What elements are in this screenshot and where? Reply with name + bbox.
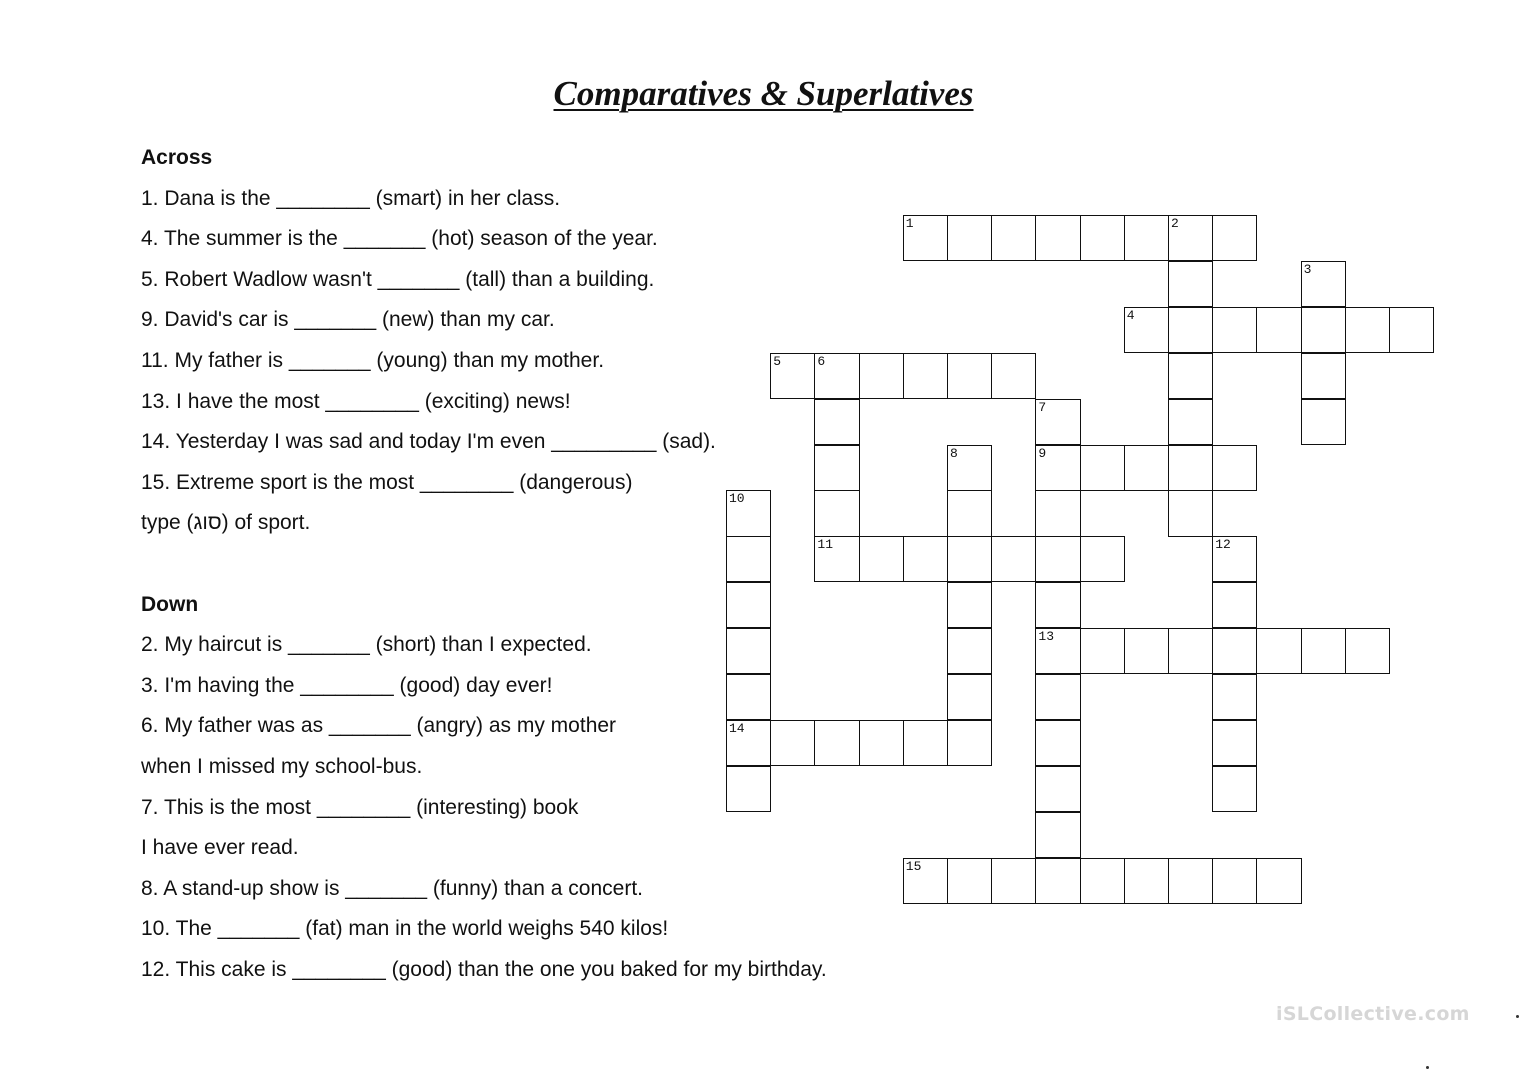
crossword-cell[interactable] xyxy=(814,720,859,766)
crossword-cell[interactable] xyxy=(903,536,948,582)
clue-number: 4 xyxy=(1126,307,1135,323)
crossword-cell[interactable] xyxy=(1080,858,1125,904)
clue-number: 8 xyxy=(950,445,958,461)
crossword-cell[interactable] xyxy=(1168,353,1213,399)
down-clue: 8. A stand-up show is _______ (funny) than a concert. xyxy=(141,876,643,900)
crossword-cell[interactable] xyxy=(1124,215,1169,261)
crossword-cell[interactable] xyxy=(1168,215,1213,261)
crossword-cell[interactable] xyxy=(726,720,771,766)
crossword-cell[interactable] xyxy=(947,674,992,720)
clues-panel xyxy=(141,138,827,990)
crossword-cell[interactable] xyxy=(1168,307,1213,353)
crossword-cell[interactable] xyxy=(1035,399,1080,445)
crossword-cell[interactable] xyxy=(1035,445,1080,491)
down-clue: 3. I'm having the ________ (good) day ever! xyxy=(141,673,553,697)
crossword-cell[interactable] xyxy=(859,353,904,399)
crossword-cell[interactable] xyxy=(726,490,771,536)
crossword-cell[interactable] xyxy=(947,858,992,904)
down-clue: I have ever read. xyxy=(141,836,299,860)
crossword-cell[interactable] xyxy=(1212,720,1257,766)
crossword-cell[interactable] xyxy=(1301,261,1346,307)
clue-number: 15 xyxy=(905,858,922,874)
crossword-cell[interactable] xyxy=(1212,858,1257,904)
crossword-cell[interactable] xyxy=(1080,536,1125,582)
across-clue: 1. Dana is the ________ (smart) in her class. xyxy=(141,186,561,210)
crossword-cell[interactable] xyxy=(726,674,771,720)
crossword-cell[interactable] xyxy=(1301,628,1346,674)
crossword-cell[interactable] xyxy=(859,720,904,766)
crossword-cell[interactable] xyxy=(726,582,771,628)
clue-number: 9 xyxy=(1038,445,1047,461)
clue-number: 13 xyxy=(1038,629,1054,645)
crossword-cell[interactable] xyxy=(1168,628,1213,674)
across-clue: 15. Extreme sport is the most ________ (dangerous) xyxy=(141,470,633,494)
down-clue: 7. This is the most ________ (interesting) book xyxy=(141,795,579,819)
crossword-cell[interactable] xyxy=(1168,399,1213,445)
crossword-cell[interactable] xyxy=(1035,720,1080,766)
crossword-cell[interactable] xyxy=(1168,261,1213,307)
crossword-cell[interactable] xyxy=(1212,674,1257,720)
clue-number: 11 xyxy=(817,537,833,553)
crossword-cell[interactable] xyxy=(1301,307,1346,353)
crossword-cell[interactable] xyxy=(1035,490,1080,536)
crossword-cell[interactable] xyxy=(1035,215,1080,261)
across-clue: 13. I have the most ________ (exciting) news! xyxy=(141,389,571,413)
crossword-cell[interactable] xyxy=(1080,215,1125,261)
across-clue: 11. My father is _______ (young) than my mother. xyxy=(141,348,605,372)
crossword-cell[interactable] xyxy=(1345,628,1390,674)
crossword-cell[interactable] xyxy=(947,628,992,674)
crossword-cell[interactable] xyxy=(814,353,859,399)
down-clue: 6. My father was as _______ (angry) as my mother xyxy=(141,714,617,738)
crossword-cell[interactable] xyxy=(1168,445,1213,491)
crossword-cell[interactable] xyxy=(1080,445,1125,491)
crossword-cell[interactable] xyxy=(947,582,992,628)
clue-number: 14 xyxy=(729,720,745,736)
crossword-cell[interactable] xyxy=(1080,628,1125,674)
crossword-cell[interactable] xyxy=(1168,858,1213,904)
crossword-cell[interactable] xyxy=(947,536,992,582)
crossword-cell[interactable] xyxy=(1035,812,1080,858)
crossword-cell[interactable] xyxy=(770,353,815,399)
crossword-cell[interactable] xyxy=(1035,674,1080,720)
crossword-cell[interactable] xyxy=(1124,307,1169,353)
clue-number: 6 xyxy=(817,353,826,369)
clue-number: 3 xyxy=(1303,261,1312,277)
crossword-cell[interactable] xyxy=(1212,766,1257,812)
crossword-cell[interactable] xyxy=(991,536,1036,582)
crossword-cell[interactable] xyxy=(1212,582,1257,628)
clue-number: 2 xyxy=(1171,216,1179,231)
crossword-cell[interactable] xyxy=(814,536,859,582)
crossword-cell[interactable] xyxy=(947,215,992,261)
crossword-cell[interactable] xyxy=(1256,307,1301,353)
across-heading: Across xyxy=(141,146,213,169)
crossword-cell[interactable] xyxy=(1124,628,1169,674)
crossword-cell[interactable] xyxy=(1035,858,1080,904)
crossword-cell[interactable] xyxy=(726,766,771,812)
crossword-cell[interactable] xyxy=(903,353,948,399)
crossword-cell[interactable] xyxy=(1389,307,1434,353)
crossword-cell[interactable] xyxy=(814,399,859,445)
crossword-cell[interactable] xyxy=(903,858,948,904)
crossword-cell[interactable] xyxy=(991,215,1036,261)
crossword-cell[interactable] xyxy=(947,445,992,491)
crossword-cell[interactable] xyxy=(1124,445,1169,491)
crossword-cell[interactable] xyxy=(991,353,1036,399)
down-clue: 2. My haircut is _______ (short) than I expected. xyxy=(141,633,592,657)
clue-number: 10 xyxy=(729,491,745,507)
crossword-cell[interactable] xyxy=(1345,307,1390,353)
crossword-cell[interactable] xyxy=(1256,858,1301,904)
crossword-cell[interactable] xyxy=(1301,353,1346,399)
crossword-cell[interactable] xyxy=(1212,215,1257,261)
crossword-cell[interactable] xyxy=(1212,445,1257,491)
crossword-cell[interactable] xyxy=(1124,858,1169,904)
crossword-cell[interactable] xyxy=(814,490,859,536)
crossword-cell[interactable] xyxy=(903,215,948,261)
clue-number: 5 xyxy=(773,353,781,369)
down-heading: Down xyxy=(141,592,199,616)
down-clue: when I missed my school-bus. xyxy=(141,754,423,778)
crossword-cell[interactable] xyxy=(770,720,815,766)
across-clue: 14. Yesterday I was sad and today I'm even _________ (sad). xyxy=(141,430,716,454)
crossword-cell[interactable] xyxy=(1035,536,1080,582)
down-clue: 12. This cake is ________ (good) than the one you baked for my birthday. xyxy=(141,957,827,981)
crossword-cell[interactable] xyxy=(1168,490,1213,536)
crossword-cell[interactable] xyxy=(726,628,771,674)
crossword-cell[interactable] xyxy=(814,445,859,491)
decorative-dot xyxy=(1426,1066,1429,1069)
crossword-cell[interactable] xyxy=(947,490,992,536)
down-clue: 10. The _______ (fat) man in the world weighs 540 kilos! xyxy=(141,917,669,941)
crossword-cell[interactable] xyxy=(1256,628,1301,674)
clue-number: 1 xyxy=(905,216,914,231)
crossword-cell[interactable] xyxy=(1212,628,1257,674)
across-clue: type (סוג) of sport. xyxy=(141,511,311,535)
clue-number: 12 xyxy=(1215,537,1231,553)
crossword-cell[interactable] xyxy=(1035,628,1080,674)
crossword-cell[interactable] xyxy=(947,720,992,766)
crossword-cell[interactable] xyxy=(1301,399,1346,445)
across-clue: 4. The summer is the _______ (hot) season of the year. xyxy=(141,227,658,251)
decorative-dot xyxy=(1516,1015,1519,1018)
across-clue: 9. David's car is _______ (new) than my car. xyxy=(141,308,555,332)
across-clue: 5. Robert Wadlow wasn't _______ (tall) than a building. xyxy=(141,267,655,291)
page-title: Comparatives & Superlatives xyxy=(553,74,974,113)
clue-number: 7 xyxy=(1038,399,1047,415)
crossword-cell[interactable] xyxy=(1212,536,1257,582)
watermark: iSLCollective.com xyxy=(1276,1003,1470,1025)
spacer xyxy=(141,544,827,585)
crossword-cell[interactable] xyxy=(1035,766,1080,812)
crossword-cell[interactable] xyxy=(947,353,992,399)
crossword-cell[interactable] xyxy=(1035,582,1080,628)
crossword-cell[interactable] xyxy=(1212,307,1257,353)
crossword-cell[interactable] xyxy=(903,720,948,766)
crossword-cell[interactable] xyxy=(991,858,1036,904)
crossword-cell[interactable] xyxy=(726,536,771,582)
crossword-cell[interactable] xyxy=(859,536,904,582)
